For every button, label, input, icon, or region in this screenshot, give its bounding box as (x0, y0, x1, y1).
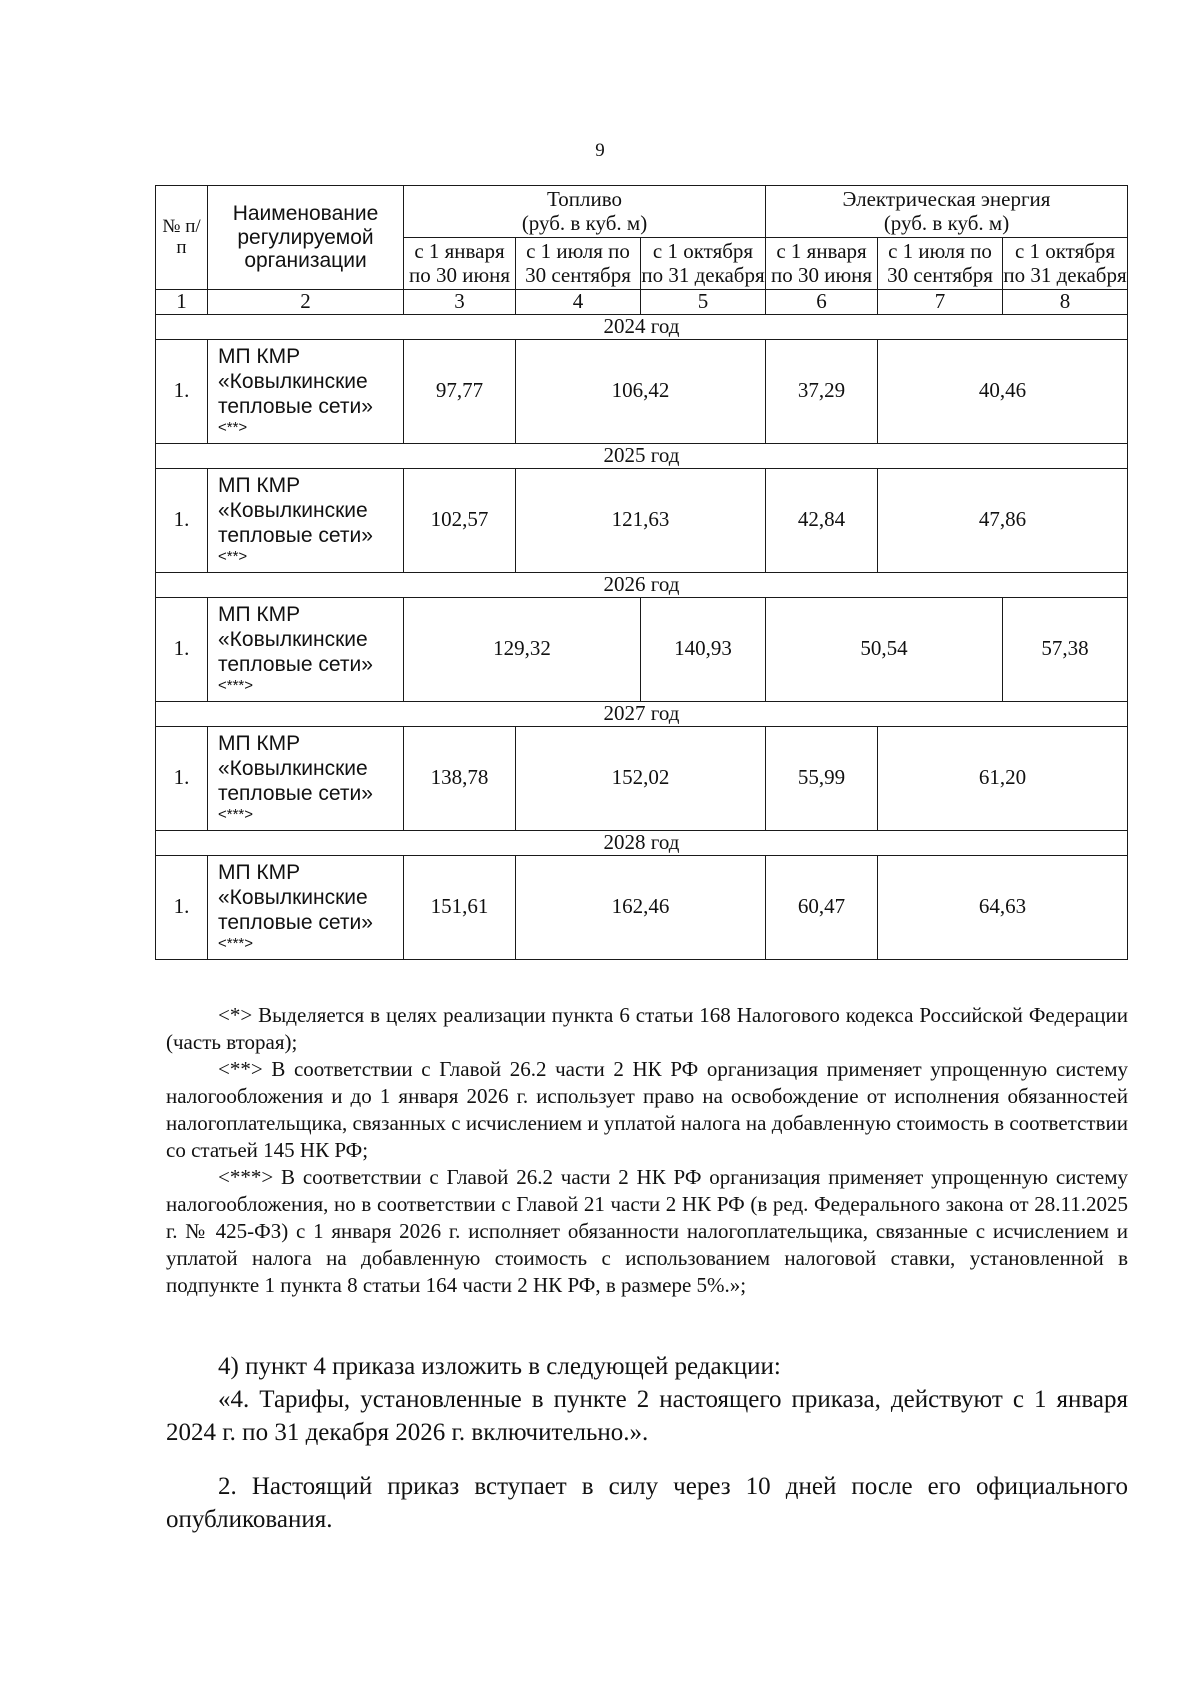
org-note: <***> (218, 806, 254, 824)
org-note: <***> (218, 677, 254, 695)
page-number: 9 (595, 140, 605, 161)
footnote: <*> Выделяется в целях реализации пункта 6 статьи 168 Налогового кодекса Российской Федерации (часть вторая); (166, 1003, 1128, 1054)
electricity-tariff: 37,29 (766, 339, 878, 443)
fuel-tariff: 151,61 (404, 855, 516, 959)
org-line: МП КМР (218, 732, 301, 756)
header-elec-title: Электрическая энергия (842, 186, 1051, 211)
org-name (208, 597, 404, 701)
header-elec-unit: (руб. в куб. м) (883, 210, 1010, 235)
table-row (156, 339, 1128, 443)
electricity-tariff: 61,20 (878, 726, 1128, 830)
table-row (156, 855, 1128, 959)
org-line: тепловые сети» (218, 781, 373, 805)
row-number: 1. (156, 339, 208, 443)
org-note: <**> (218, 419, 248, 437)
fuel-tariff: 152,02 (516, 726, 766, 830)
header-period: с 1 января по 30 июня (404, 238, 516, 290)
final-clause (166, 1470, 1128, 1536)
tariff-table (155, 185, 1128, 960)
org-name (208, 855, 404, 959)
header-period: с 1 октября по 31 декабря (641, 238, 766, 290)
column-number: 3 (404, 290, 516, 315)
column-number: 7 (878, 290, 1003, 315)
org-name (208, 726, 404, 830)
fuel-tariff: 121,63 (516, 468, 766, 572)
amendment-text: «4. Тарифы, установленные в пункте 2 настоящего приказа, действуют с 1 января 2024 г. по 31 декабря 2026 г. включительно.». (166, 1386, 1128, 1446)
final-clause-text: 2. Настоящий приказ вступает в силу через 10 дней после его официального опубликования. (166, 1473, 1128, 1533)
electricity-tariff: 47,86 (878, 468, 1128, 572)
header-electricity (766, 186, 1128, 238)
electricity-tariff: 50,54 (766, 597, 1003, 701)
footnote: <**> В соответствии с Главой 26.2 части 2 НК РФ организация применяет упрощенную систему налогообложения и до 1 января 2026 г. использует право на освобождение от исполнения обязанностей налогоплательщика, связанных с исчислением и уплатой налога на добавленную стоимость в соответствии со статьей 145 НК РФ; (166, 1057, 1128, 1162)
electricity-tariff: 42,84 (766, 468, 878, 572)
fuel-tariff: 138,78 (404, 726, 516, 830)
electricity-tariff: 64,63 (878, 855, 1128, 959)
electricity-tariff: 55,99 (766, 726, 878, 830)
header-fuel (404, 186, 766, 238)
header-period: с 1 октября по 31 декабря (1003, 238, 1128, 290)
row-number: 1. (156, 597, 208, 701)
header-fuel-title: Топливо (547, 186, 622, 211)
header-period: с 1 июля по 30 сентября (878, 238, 1003, 290)
column-number: 8 (1003, 290, 1128, 315)
amendment (166, 1350, 1128, 1449)
row-number: 1. (156, 726, 208, 830)
table-row (156, 468, 1128, 572)
electricity-tariff: 60,47 (766, 855, 878, 959)
year-row: 2026 год (156, 572, 1128, 597)
org-line: «Ковылкинские (218, 369, 368, 393)
org-line: «Ковылкинские (218, 885, 368, 909)
org-note: <**> (218, 548, 248, 566)
org-line: «Ковылкинские (218, 627, 368, 651)
fuel-tariff: 102,57 (404, 468, 516, 572)
org-line: тепловые сети» (218, 652, 373, 676)
year-row: 2025 год (156, 443, 1128, 468)
org-line: тепловые сети» (218, 523, 373, 547)
row-number: 1. (156, 468, 208, 572)
electricity-tariff: 40,46 (878, 339, 1128, 443)
amendment-intro: 4) пункт 4 приказа изложить в следующей редакции: (218, 1353, 781, 1380)
column-number: 6 (766, 290, 878, 315)
fuel-tariff: 162,46 (516, 855, 766, 959)
table-row (156, 726, 1128, 830)
org-line: тепловые сети» (218, 910, 373, 934)
fuel-tariff: 140,93 (641, 597, 766, 701)
column-number: 1 (156, 290, 208, 315)
org-line: «Ковылкинские (218, 756, 368, 780)
footnotes (166, 1002, 1128, 1299)
year-row: 2028 год (156, 830, 1128, 855)
org-line: МП КМР (218, 345, 301, 369)
fuel-tariff: 129,32 (404, 597, 641, 701)
row-number: 1. (156, 855, 208, 959)
year-row: 2024 год (156, 314, 1128, 339)
footnote: <***> В соответствии с Главой 26.2 части 2 НК РФ организация применяет упрощенную систему налогообложения, но в соответствии с Главой 21 части 2 НК РФ (в ред. Федерального закона от 28.11.2025 г. № 425-ФЗ) с 1 января 2026 г. исполняет обязанности налогоплательщика, связанные с исчислением и уплатой налога на добавленную стоимость с использованием налоговой ставки, установленной в подпункте 1 пункта 8 статьи 164 части 2 НК РФ, в размере 5%.»; (166, 1165, 1128, 1297)
column-number: 5 (641, 290, 766, 315)
org-line: «Ковылкинские (218, 498, 368, 522)
header-org-name: Наименование регулируемой организации (208, 186, 404, 290)
header-num: № п/п (156, 186, 208, 290)
org-line: МП КМР (218, 861, 301, 885)
org-line: тепловые сети» (218, 394, 373, 418)
column-number: 2 (208, 290, 404, 315)
fuel-tariff: 97,77 (404, 339, 516, 443)
header-period: с 1 января по 30 июня (766, 238, 878, 290)
fuel-tariff: 106,42 (516, 339, 766, 443)
org-name (208, 468, 404, 572)
org-name (208, 339, 404, 443)
org-line: МП КМР (218, 474, 301, 498)
electricity-tariff: 57,38 (1003, 597, 1128, 701)
table-row (156, 597, 1128, 701)
org-line: МП КМР (218, 603, 301, 627)
header-fuel-unit: (руб. в куб. м) (521, 210, 648, 235)
column-number: 4 (516, 290, 641, 315)
header-period: с 1 июля по 30 сентября (516, 238, 641, 290)
org-note: <***> (218, 935, 254, 953)
year-row: 2027 год (156, 701, 1128, 726)
